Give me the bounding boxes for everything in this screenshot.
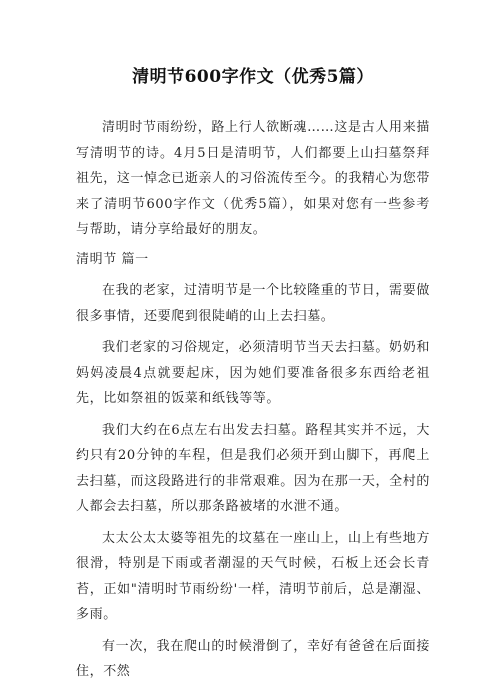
body-paragraph: 有一次，我在爬山的时候滑倒了，幸好有爸爸在后面接住，不然: [76, 638, 430, 679]
article-title: 清明节600字作文（优秀5篇）: [132, 67, 374, 87]
body-paragraph: 在我的老家，过清明节是一个比较隆重的节日，需要做很多事情，还要爬到很陡峭的山上去扫墓。: [76, 283, 430, 324]
section-heading: 清明节 篇一: [76, 251, 149, 267]
body-paragraph: 太太公太太婆等祖先的坟墓在一座山上，山上有些地方很滑，特别是下雨或者潮湿的天气时候，石板上还会长青苔，正如"清明时节雨纷纷'一样，清明节前后，总是潮湿、多雨。: [76, 530, 430, 622]
body-paragraph: 我们老家的习俗规定，必须清明节当天去扫墓。奶奶和妈妈凌晨4点就要起床，因为她们要准备很多东西给老祖先，比如祭祖的饭菜和纸钱等等。: [76, 340, 430, 406]
body-paragraph: 我们大约在6点左右出发去扫墓。路程其实并不远，大约只有20分钟的车程，但是我们必须开到山脚下，再爬上去扫墓，而这段路进行的非常艰难。因为在那一天，全村的人都会去扫墓，所以那条路被堵的水泄不通。: [76, 422, 430, 514]
intro-paragraph: 清明时节雨纷纷，路上行人欲断魂……这是古人用来描写清明节的诗。4月5日是清明节，人们都要上山扫墓祭拜祖先，这一悼念已逝亲人的习俗流传至今。的我精心为您带来了清明节600字作文（优秀5篇），如果对您有一些参考与帮助，请分享给最好的朋友。: [76, 120, 430, 237]
